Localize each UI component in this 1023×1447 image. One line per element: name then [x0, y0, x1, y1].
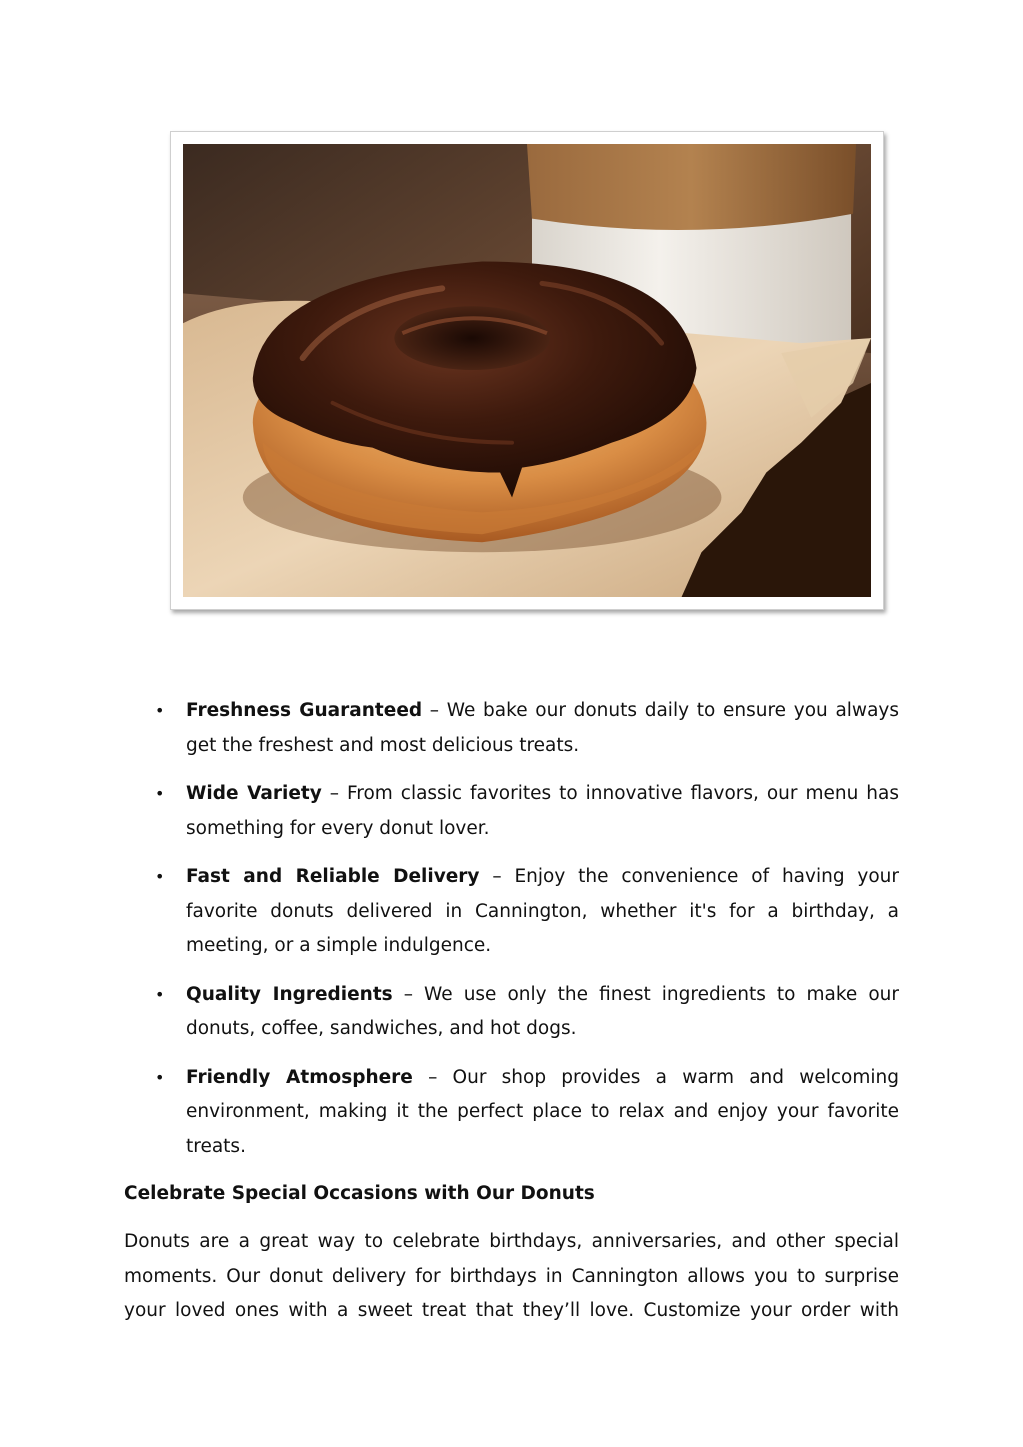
bullet-icon: • [155, 784, 165, 803]
feature-text: – Enjoy the convenience of having your favorite donuts delivered in Cannington, whether it's for a birthday, a meeting, or a simple indulgence. [186, 866, 900, 956]
donut-photo [183, 144, 871, 597]
feature-title: Friendly Atmosphere [186, 1066, 413, 1088]
bullet-icon: • [155, 1067, 165, 1087]
feature-text: – From classic favorites to innovative flavors, our menu has something for every donut lover. [186, 783, 899, 839]
bullet-icon: • [155, 701, 165, 720]
feature-title: Quality Ingredients [186, 983, 393, 1005]
feature-text: – We bake our donuts daily to ensure you always get the freshest and most delicious treats. [186, 700, 899, 756]
section-paragraph: Donuts are a great way to celebrate birthdays, anniversaries, and other special moments. Our donut delivery for birthdays in Cannington allows you to surprise your loved ones with a sweet treat that they’ll love. Customize your order with [124, 1231, 899, 1321]
feature-title: Wide Variety [186, 783, 322, 804]
list-item [155, 777, 899, 846]
list-item [155, 860, 900, 964]
bullet-icon: • [155, 984, 165, 1004]
list-item [155, 1061, 899, 1165]
donut-photo-frame [170, 131, 884, 610]
bullet-icon: • [155, 867, 165, 886]
list-item [155, 694, 899, 763]
feature-list [0, 694, 1023, 1178]
list-item [155, 978, 900, 1047]
feature-title: Fast and Reliable Delivery [186, 866, 480, 887]
feature-text: – Our shop provides a warm and welcoming environment, making it the perfect place to relax and enjoy your favorite treats. [186, 1066, 899, 1157]
feature-title: Freshness Guaranteed [186, 700, 423, 721]
section-heading: Celebrate Special Occasions with Our Donuts [124, 1183, 595, 1204]
feature-text: – We use only the finest ingredients to make our donuts, coffee, sandwiches, and hot dogs. [186, 983, 900, 1039]
